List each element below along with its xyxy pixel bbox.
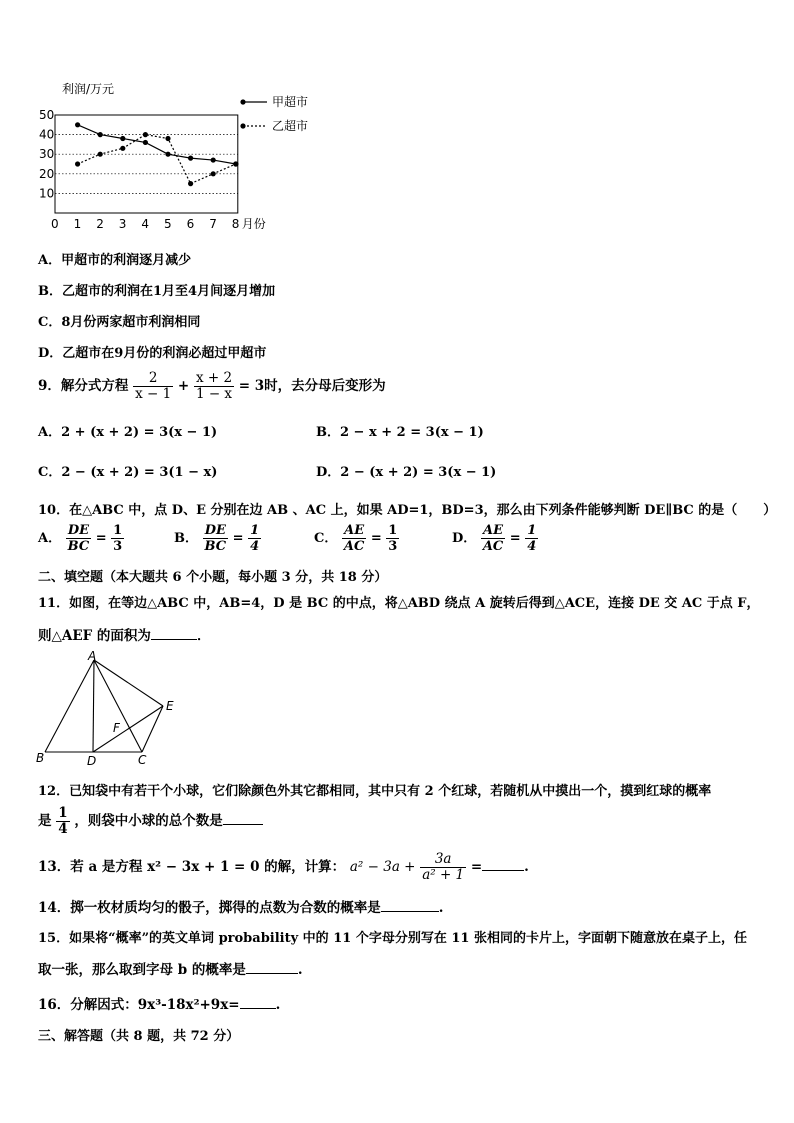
series-1-point bbox=[188, 156, 193, 161]
series-2-point bbox=[211, 171, 216, 176]
question-16: 16．分解因式：9x³-18x²+9x= . bbox=[38, 997, 281, 1013]
answer-blank[interactable] bbox=[381, 911, 439, 912]
series-2-point bbox=[143, 132, 148, 137]
section-3-heading: 三、解答题（共 8 题，共 72 分） bbox=[38, 1029, 240, 1044]
question-13: 13．若 a 是方程 x² − 3x + 1 = 0 的解，计算： a² − 3a + $\frac{3a}{\text{a² + 1}}$ = . bbox=[38, 851, 529, 883]
label-b: B bbox=[36, 751, 45, 765]
answer-blank[interactable] bbox=[223, 824, 263, 825]
question-12-line1: 12．已知袋中有若干个小球，它们除颜色外其它都相同，其中只有 2 个红球，若随机从中摸出一个，摸到红球的概率 bbox=[38, 784, 712, 799]
legend-label-2: 乙超市 bbox=[272, 119, 309, 133]
q10-option-a[interactable]: A． $\frac{DE}{BC}$ = $\frac{1}{3}$ bbox=[38, 523, 123, 554]
q9-option-a[interactable]: A．2 + (x + 2) = 3(x − 1) bbox=[38, 425, 218, 440]
series-2-point bbox=[120, 146, 125, 151]
x-tick-label: 6 bbox=[186, 217, 195, 231]
series-1-point bbox=[165, 152, 170, 157]
x-tick-label: 4 bbox=[141, 217, 150, 231]
q9-option-b[interactable]: B．2 − x + 2 = 3(x − 1) bbox=[316, 425, 484, 440]
q9-fraction-2: $\frac{x + 2}{1 - x}$ bbox=[195, 370, 233, 402]
question-10-stem: 10．在△ABC 中，点 D、E 分别在边 AB 、AC 上，如果 AD=1，BD=3，那么由下列条件能够判断 DE∥BC 的是（ ） bbox=[38, 503, 777, 518]
profit-line-chart bbox=[0, 0, 340, 240]
legend-label-1: 甲超市 bbox=[272, 95, 309, 109]
series-2-point bbox=[188, 181, 193, 186]
answer-blank[interactable] bbox=[246, 973, 298, 974]
y-tick-label: 30 bbox=[39, 147, 55, 162]
series-1-point bbox=[211, 157, 216, 162]
y-tick-label: 50 bbox=[39, 108, 55, 122]
series-1-point bbox=[98, 132, 103, 137]
x-tick-label: 7 bbox=[209, 217, 217, 231]
question-9-stem: 9．解分式方程 $\frac{2}{x - 1}$ + $\frac{x + 2}{1 - x}$ = 3时，去分母后变形为 bbox=[38, 370, 386, 402]
series-1-point bbox=[75, 122, 80, 127]
label-a: A bbox=[88, 649, 97, 663]
series-2-point bbox=[165, 136, 170, 141]
plot-frame bbox=[55, 115, 238, 213]
label-f: F bbox=[113, 721, 120, 735]
x-tick-label: 5 bbox=[164, 217, 172, 231]
answer-blank[interactable] bbox=[151, 639, 197, 640]
series-2-point bbox=[98, 152, 103, 157]
series-1-point bbox=[120, 136, 125, 141]
y-tick-label: 40 bbox=[39, 127, 55, 142]
q10-option-c[interactable]: C． $\frac{AE}{AC}$ = $\frac{1}{3}$ bbox=[314, 523, 398, 554]
label-c: C bbox=[138, 753, 147, 767]
label-d: D bbox=[87, 754, 97, 768]
question-12-line2: 是 $\frac{1}{4}$ ，则袋中小球的总个数是 bbox=[38, 806, 263, 837]
series-2-point bbox=[233, 161, 238, 166]
series-2-point bbox=[75, 161, 80, 166]
y-tick-label: 10 bbox=[39, 186, 55, 201]
triangle-figure bbox=[30, 648, 190, 768]
x-tick-label: 8 bbox=[231, 217, 240, 231]
x-tick-label: 0 bbox=[51, 217, 59, 231]
section-2-heading: 二、填空题（本大题共 6 个小题，每小题 3 分，共 18 分） bbox=[38, 570, 388, 585]
x-tick-label: 3 bbox=[118, 217, 127, 231]
label-e: E bbox=[166, 699, 174, 713]
question-11-line2: 则△AEF 的面积为 ． bbox=[38, 628, 211, 644]
q10-option-b[interactable]: B． $\frac{DE}{BC}$ = $\frac{1}{4}$ bbox=[174, 523, 260, 554]
series-1-point bbox=[143, 140, 148, 145]
y-axis-label: 利润/万元 bbox=[62, 82, 115, 96]
q8-option-a[interactable]: A．甲超市的利润逐月减少 bbox=[38, 253, 192, 268]
q9-fraction-1: $\frac{2}{x - 1}$ bbox=[135, 370, 172, 402]
y-tick-label: 20 bbox=[39, 166, 55, 181]
question-15-line1: 15．如果将“概率”的英文单词 probability 中的 11 个字母分别写在 11 张相同的卡片上，字面朝下随意放在桌子上，任 bbox=[38, 931, 747, 946]
q9-option-c[interactable]: C．2 − (x + 2) = 3(1 − x) bbox=[38, 465, 218, 480]
q9-option-d[interactable]: D．2 − (x + 2) = 3(x − 1) bbox=[316, 465, 497, 480]
x-tick-label: 2 bbox=[96, 217, 104, 231]
q8-option-b[interactable]: B．乙超市的利润在1月至4月间逐月增加 bbox=[38, 284, 276, 299]
x-axis-label: 月份 bbox=[241, 217, 266, 231]
answer-blank[interactable] bbox=[240, 1008, 276, 1009]
question-11-line1: 11．如图，在等边△ABC 中，AB=4，D 是 BC 的中点，将△ABD 绕点 A 旋转后得到△ACE，连接 DE 交 AC 于点 F， bbox=[38, 596, 760, 611]
q10-option-d[interactable]: D． $\frac{AE}{AC}$ = $\frac{1}{4}$ bbox=[452, 523, 537, 554]
question-14: 14．掷一枚材质均匀的骰子，掷得的点数为合数的概率是 . bbox=[38, 900, 444, 916]
answer-blank[interactable] bbox=[482, 870, 524, 871]
q8-option-d[interactable]: D．乙超市在9月份的利润必超过甲超市 bbox=[38, 346, 267, 361]
x-tick-label: 1 bbox=[73, 217, 82, 231]
q8-option-c[interactable]: C．8月份两家超市利润相同 bbox=[38, 315, 201, 330]
question-15-line2: 取一张，那么取到字母 b 的概率是 . bbox=[38, 962, 303, 978]
